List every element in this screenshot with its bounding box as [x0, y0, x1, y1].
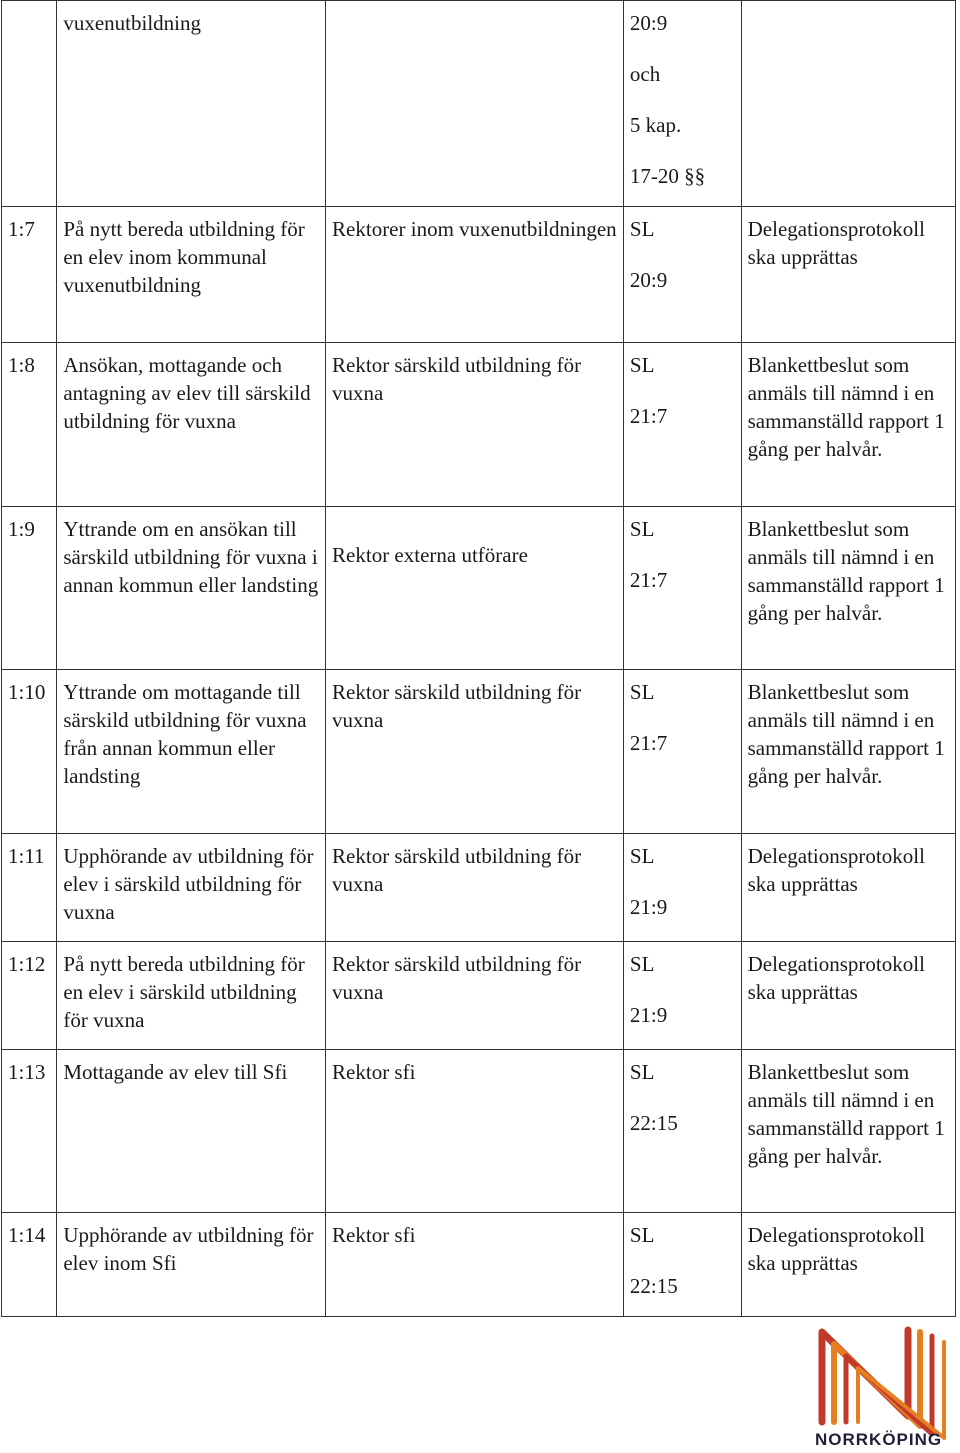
- law-cell: [623, 1, 741, 207]
- law-line: SL: [629, 1060, 655, 1084]
- law-line: 21:7: [629, 731, 668, 755]
- law-cell: [623, 1050, 741, 1213]
- law-line: 22:15: [629, 1274, 678, 1298]
- law-line: 22:15: [629, 1111, 678, 1135]
- delegate-cell: Rektor sfi: [326, 1213, 624, 1317]
- note-cell: Delegationsprotokoll ska upprättas: [741, 942, 955, 1050]
- delegate-cell: Rektor externa utförare: [326, 507, 624, 670]
- matter-cell: Upphörande av utbildning för elev i särskild utbildning för vuxna: [57, 834, 326, 942]
- law-line: SL: [629, 844, 655, 868]
- delegate-cell: [326, 1, 624, 207]
- law-cell: [623, 507, 741, 670]
- num-cell: 1:8: [2, 343, 57, 507]
- delegate-cell: Rektor särskild utbildning för vuxna: [326, 670, 624, 834]
- law-line: 5 kap.: [629, 113, 682, 137]
- delegation-table: [1, 0, 956, 1317]
- table-row: [2, 834, 956, 942]
- note-cell: Delegationsprotokoll ska upprättas: [741, 1213, 955, 1317]
- law-cell: [623, 343, 741, 507]
- num-cell: 1:14: [2, 1213, 57, 1317]
- law-cell: [623, 834, 741, 942]
- logo-wordmark: NORRKÖPING: [815, 1430, 943, 1449]
- law-cell: [623, 1213, 741, 1317]
- law-line: 21:9: [629, 1003, 668, 1027]
- matter-cell: Ansökan, mottagande och antagning av elev till särskild utbildning för vuxna: [57, 343, 326, 507]
- matter-cell: Yttrande om en ansökan till särskild utbildning för vuxna i annan kommun eller landsting: [57, 507, 326, 670]
- law-line: 17-20 §§: [629, 164, 706, 188]
- note-cell: Blankettbeslut som anmäls till nämnd i en sammanställd rapport 1 gång per halvår.: [741, 1050, 955, 1213]
- law-line: 20:9: [629, 11, 668, 35]
- table-row: [2, 670, 956, 834]
- num-cell: 1:7: [2, 207, 57, 343]
- matter-cell: På nytt bereda utbildning för en elev inom kommunal vuxenutbildning: [57, 207, 326, 343]
- table-row: [2, 942, 956, 1050]
- table-row: [2, 1213, 956, 1317]
- delegate-cell: Rektor särskild utbildning för vuxna: [326, 942, 624, 1050]
- table-row: [2, 343, 956, 507]
- table-row: [2, 1050, 956, 1213]
- num-cell: 1:9: [2, 507, 57, 670]
- law-line: 21:7: [629, 404, 668, 428]
- matter-cell: Yttrande om mottagande till särskild utbildning för vuxna från annan kommun eller landsting: [57, 670, 326, 834]
- law-line: SL: [629, 517, 655, 541]
- law-line: SL: [629, 353, 655, 377]
- note-cell: [741, 1, 955, 207]
- law-line: 21:9: [629, 895, 668, 919]
- note-cell: Delegationsprotokoll ska upprättas: [741, 207, 955, 343]
- delegate-cell: Rektor särskild utbildning för vuxna: [326, 343, 624, 507]
- law-cell: [623, 207, 741, 343]
- law-line: 21:7: [629, 568, 668, 592]
- delegate-cell: Rektor särskild utbildning för vuxna: [326, 834, 624, 942]
- delegate-cell: Rektor sfi: [326, 1050, 624, 1213]
- matter-cell: Mottagande av elev till Sfi: [57, 1050, 326, 1213]
- table-row: [2, 1, 956, 207]
- note-cell: Blankettbeslut som anmäls till nämnd i en sammanställd rapport 1 gång per halvår.: [741, 670, 955, 834]
- note-cell: Delegationsprotokoll ska upprättas: [741, 834, 955, 942]
- law-line: SL: [629, 217, 655, 241]
- law-cell: [623, 670, 741, 834]
- num-cell: 1:12: [2, 942, 57, 1050]
- law-line: och: [629, 62, 661, 86]
- num-cell: 1:11: [2, 834, 57, 942]
- matter-cell: På nytt bereda utbildning för en elev i särskild utbildning för vuxna: [57, 942, 326, 1050]
- matter-cell: vuxenutbildning: [57, 1, 326, 207]
- law-line: SL: [629, 680, 655, 704]
- num-cell: 1:10: [2, 670, 57, 834]
- law-cell: [623, 942, 741, 1050]
- matter-cell: Upphörande av utbildning för elev inom Sfi: [57, 1213, 326, 1317]
- num-cell: 1:13: [2, 1050, 57, 1213]
- law-line: SL: [629, 952, 655, 976]
- law-line: SL: [629, 1223, 655, 1247]
- note-cell: Blankettbeslut som anmäls till nämnd i en sammanställd rapport 1 gång per halvår.: [741, 507, 955, 670]
- law-line: 20:9: [629, 268, 668, 292]
- table-row: [2, 507, 956, 670]
- note-cell: Blankettbeslut som anmäls till nämnd i en sammanställd rapport 1 gång per halvår.: [741, 343, 955, 507]
- table-row: [2, 207, 956, 343]
- delegate-cell: Rektorer inom vuxenutbildningen: [326, 207, 624, 343]
- num-cell: [2, 1, 57, 207]
